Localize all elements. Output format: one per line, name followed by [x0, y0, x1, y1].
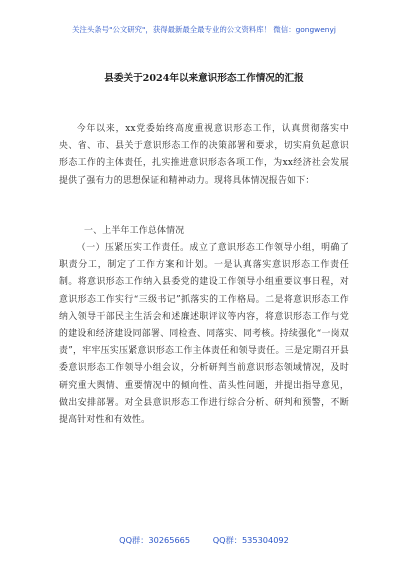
section-heading: 一、上半年工作总体情况	[84, 226, 185, 236]
section-paragraph: （一）压紧压实工作责任。成立了意识形态工作领导小组，明确了职责分工，制定了工作方案和计划。一是认真落实意识形态工作责任制。将意识形态工作纳入县委党的建设工作领导小组重要议事日程，对意识形态工作实行“三级书记”抓落实的工作格局。二是将意识形态工作纳入领导干部民主生活会和述廉述职评议等内容，将意识形态工作与党的建设和经济建设同部署、同检查、同落实、同考核。持续强化“一岗双责”，牢牢压实压紧意识形态工作主体责任和领导责任。三是定期召开县委意识形态工作领导小组会议，分析研判当前意识形态领域情况，及时研究重大舆情、重要情况中的倾向性、苗头性问题，并提出指导意见，做出安排部署。对全县意识形态工作进行综合分析、研判和预警，不断提高针对性和有效性。	[59, 243, 349, 426]
footer-qq-group-1: QQ群：30265665	[119, 535, 191, 545]
intro-paragraph: 今年以来，xx党委始终高度重视意识形态工作，认真贯彻落实中央、省、市、县关于意识形态工作的决策部署和要求，切实肩负起意识形态工作的主体责任，扎实推进意识形态各项工作，为xx经济社会发展提供了强有力的思想保证和精神动力。现将具体情况报告如下：	[59, 124, 349, 186]
footer	[0, 535, 408, 546]
header-banner: 关注头条号"公文研究"，获得最新最全最专业的公文资料库！ 微信：gongwenyj	[72, 25, 336, 34]
footer-qq-group-2: QQ群：535304092	[212, 535, 289, 545]
document-title: 县委关于2024年以来意识形态工作情况的汇报	[104, 73, 304, 84]
